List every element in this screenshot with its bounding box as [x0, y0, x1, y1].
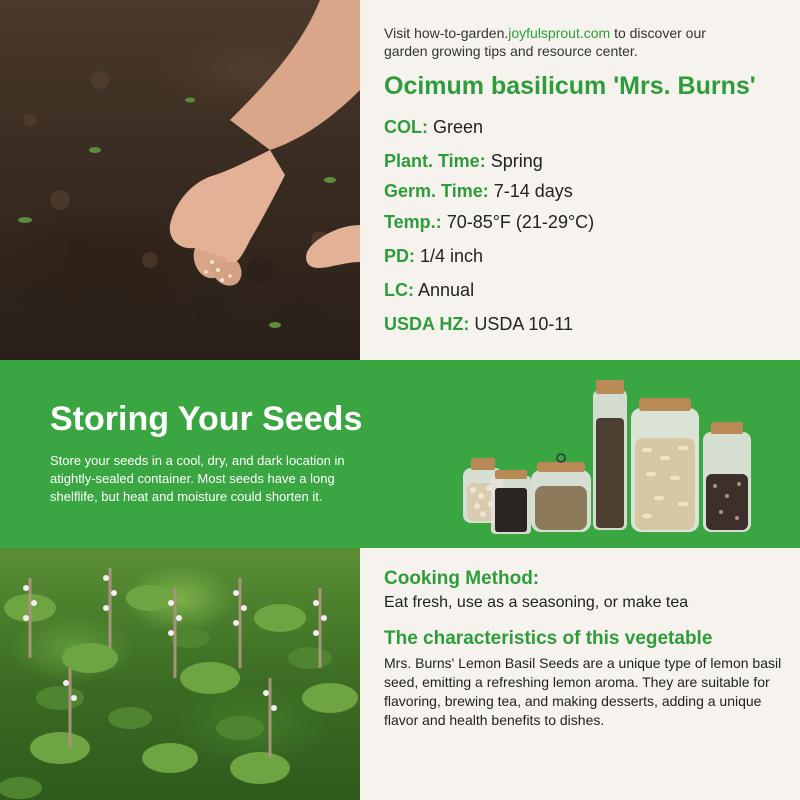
hand-sowing-seeds-photo — [0, 0, 360, 360]
jar-black-seeds — [491, 470, 531, 534]
spec-key: Germ. Time: — [384, 181, 489, 201]
spec-value: 7-14 days — [493, 181, 573, 201]
basil-plants-photo — [0, 548, 360, 800]
seed-jars-photo — [455, 378, 755, 538]
spec-value: Green — [433, 117, 484, 137]
characteristics-title: The characteristics of this vegetable — [384, 628, 713, 649]
hand-sowing-illustration — [0, 0, 360, 360]
spec-key: LC: — [384, 280, 414, 300]
spec-germ-time — [384, 181, 776, 202]
spec-life-cycle — [384, 280, 776, 301]
jar-tall-seeds — [593, 380, 627, 530]
spec-temperature — [384, 212, 776, 233]
jar-brown-seeds — [531, 454, 591, 532]
jar-pumpkin-seeds — [631, 398, 699, 532]
usage-info-panel — [360, 548, 800, 800]
spec-value: 70-85°F (21-29°C) — [446, 212, 595, 232]
visit-website-note — [384, 24, 744, 60]
jar-mixed-seeds — [703, 422, 751, 532]
spec-plant-time — [384, 151, 776, 172]
visit-prefix: Visit how-to-garden. — [384, 25, 509, 41]
spec-key: Temp.: — [384, 212, 442, 232]
spec-usda-zone — [384, 314, 776, 335]
spec-key: Plant. Time: — [384, 151, 486, 171]
storing-seeds-text: Store your seeds in a cool, dry, and dark location in atightly-sealed container. Most seeds have a long shelflife, but heat and moisture could shorten it. — [50, 453, 345, 504]
website-link[interactable]: joyfulsprout.com — [508, 25, 611, 41]
spec-value: USDA 10-11 — [474, 314, 574, 334]
spec-value: Annual — [418, 280, 475, 300]
characteristics-text: Mrs. Burns' Lemon Basil Seeds are a unique type of lemon basil seed, emitting a refreshing lemon aroma. They are suitable for flavoring, brewing tea, and making desserts, adding a unique flavor and health benefits to dishes. — [384, 655, 782, 728]
storing-seeds-title: Storing Your Seeds — [50, 400, 363, 438]
spec-planting-depth — [384, 246, 776, 267]
spec-value: Spring — [490, 151, 543, 171]
spec-key: COL: — [384, 117, 428, 137]
plant-info-panel — [360, 0, 800, 360]
visit-suffix: to discover our garden growing tips and resource center. — [384, 25, 706, 59]
spec-value: 1/4 inch — [420, 246, 484, 266]
storing-seeds-band — [0, 360, 800, 548]
cooking-method-text: Eat fresh, use as a seasoning, or make tea — [384, 594, 689, 611]
spec-key: USDA HZ: — [384, 314, 470, 334]
plant-name: Ocimum basilicum 'Mrs. Burns' — [384, 72, 756, 100]
spec-color — [384, 117, 776, 138]
basil-illustration — [0, 548, 360, 800]
cooking-method-title: Cooking Method: — [384, 568, 540, 589]
spec-key: PD: — [384, 246, 415, 266]
